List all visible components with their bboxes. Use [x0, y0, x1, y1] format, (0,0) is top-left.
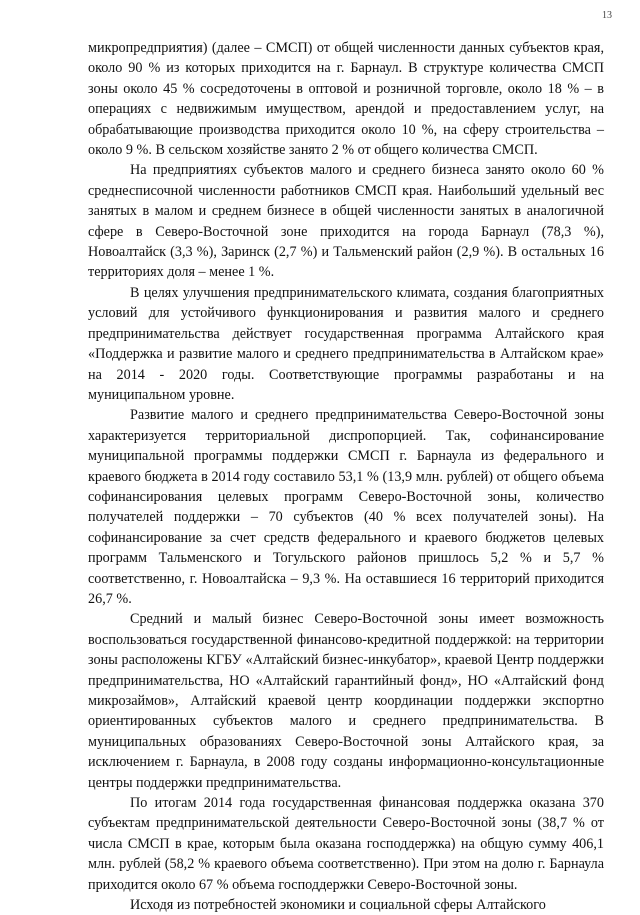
document-body [88, 38, 604, 915]
paragraph-7: Исходя из потребностей экономики и социальной сферы Алтайского [130, 897, 546, 914]
paragraph-4: Развитие малого и среднего предпринимательства Северо-Восточной зоны характеризуется территориальной диспропорцией. Так, софинансирование муниципальной программы поддержки СМСП г. Барнаула из федерального и краевого бюджета в 2014 году составило 53,1 % (13,9 млн. рублей) от общего объема софинансирования целевых программ Северо-Восточной зоны, количество получателей поддержки – 70 субъектов (40 % всех получателей зоны). На софинансирование за счет средств федерального и краевого бюджетов целевых программ Тальменского и Тогульского районов пришлось 5,2 % и 5,7 % соответственно, г. Новоалтайска – 9,3 %. На оставшиеся 16 территорий приходится 26,7 %. [88, 407, 604, 607]
page-number: 13 [602, 10, 612, 21]
paragraph-6: По итогам 2014 года государственная финансовая поддержка оказана 370 субъектам предпринимательской деятельности Северо-Восточной зоны (38,7 % от числа СМСП в крае, которым была оказана господдержка) на общую сумму 406,1 млн. рублей (58,2 % краевого объема соответственно). При этом на долю г. Барнаула приходится около 67 % объема господдержки Северо-Восточной зоны. [88, 795, 604, 893]
paragraph-5: Средний и малый бизнес Северо-Восточной зоны имеет возможность воспользоваться государственной финансово-кредитной поддержкой: на территории зоны расположены КГБУ «Алтайский бизнес-инкубатор», краевой Центр поддержки предпринимательства, НО «Алтайский гарантийный фонд», НО «Алтайский фонд микрозаймов», Алтайский краевой центр координации поддержки экспортно ориентированных субъектов малого и среднего предпринимательства. В муниципальных образованиях Северо-Восточной зоны Алтайского края, за исключением г. Барнаула, в 2008 году созданы информационно-консультационные центры поддержки предпринимательства. [88, 611, 604, 791]
paragraph-3: В целях улучшения предпринимательского климата, создания благоприятных условий для устойчивого функционирования и развития малого и среднего предпринимательства действует государственная программа Алтайского края «Поддержка и развитие малого и среднего предпринимательства в Алтайском крае» на 2014 - 2020 годы. Соответствующие программы разработаны и на муниципальном уровне. [88, 284, 604, 403]
paragraph-1: микропредприятия) (далее – СМСП) от общей численности данных субъектов края, около 90 % из которых приходится на г. Барнаул. В структуре количества СМСП зоны около 45 % сосредоточены в оптовой и розничной торговле, около 18 % – в операциях с недвижимым имуществом, арендой и предоставлением услуг, на обрабатывающие производства приходится около 10 %, на сферу строительства – около 9 %. В сельском хозяйстве занято 2 % от общего количества СМСП. [88, 40, 604, 159]
paragraph-2: На предприятиях субъектов малого и среднего бизнеса занято около 60 % среднесписочной численности работников СМСП края. Наибольший удельный вес занятых в малом и среднем бизнесе в общей численности занятых в аналогичной сфере в Северо-Восточной зоне приходится на города Барнаул (78,3 %), Новоалтайск (3,3 %), Заринск (2,7 %) и Тальменский район (2,9 %). В остальных 16 территориях доля – менее 1 %. [88, 162, 604, 281]
